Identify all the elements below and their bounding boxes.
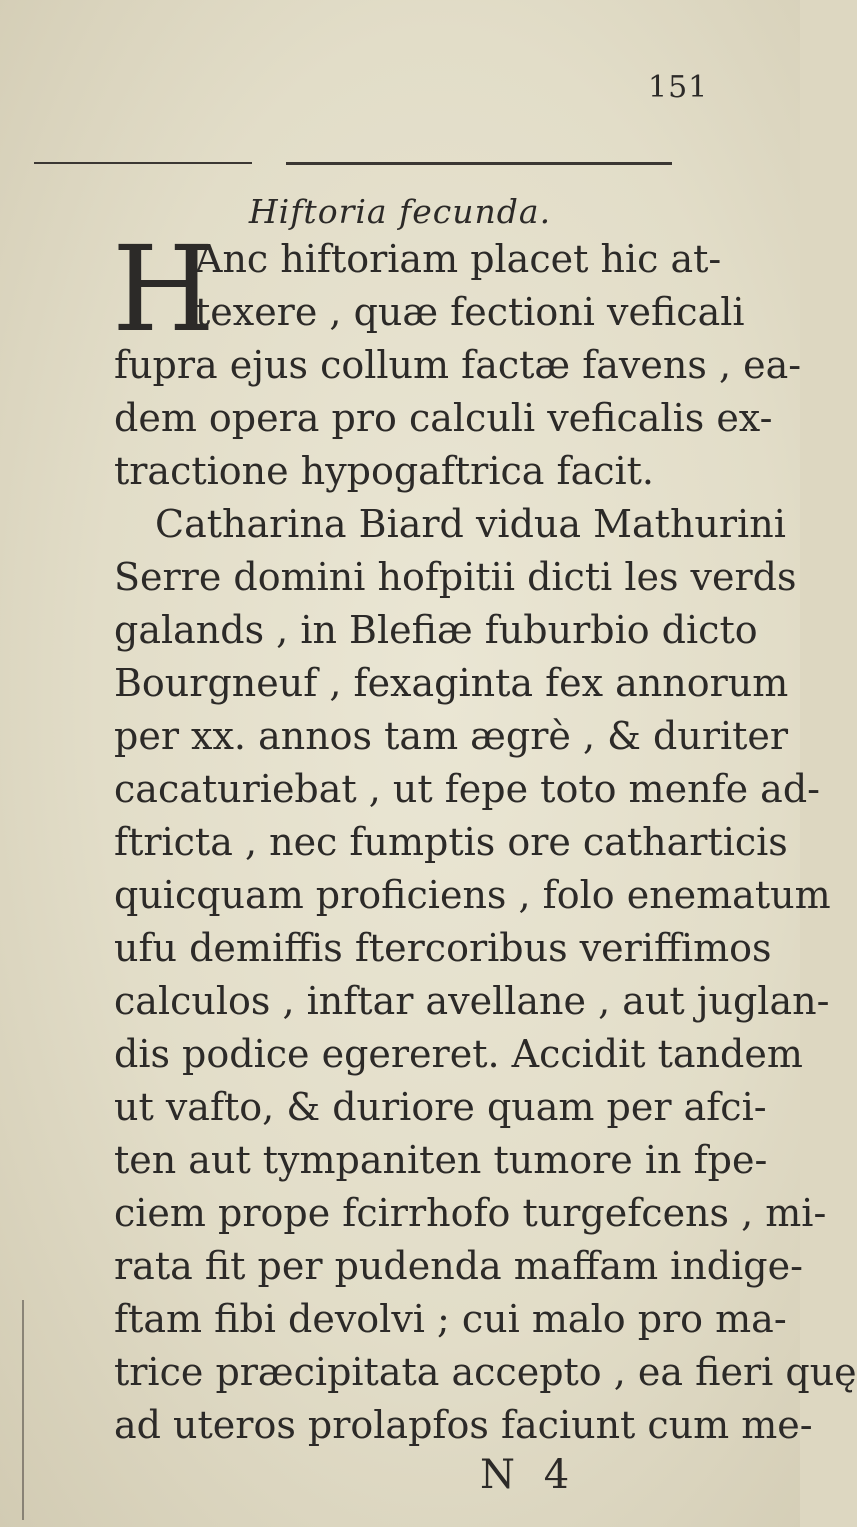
text-line: dem opera pro calculi veficalis ex-: [114, 396, 773, 440]
signature-mark: N 4: [480, 1452, 578, 1498]
text-line: ftam fibi devolvi ; cui malo pro ma-: [114, 1297, 787, 1341]
text-line: Anc hiftoriam placet hic at-: [195, 237, 722, 281]
text-line: ciem prope fcirrhofo turgefcens , mi-: [114, 1191, 827, 1235]
text-line: tractione hypogaftrica facit.: [114, 449, 655, 493]
text-line: Catharina Biard vidua Mathurini: [155, 502, 786, 546]
text-line: trice præcipitata accepto , ea fieri quę: [114, 1350, 857, 1394]
drop-cap: H: [112, 220, 217, 358]
text-line: calculos , inftar avellane , aut juglan-: [114, 979, 830, 1023]
text-line: cacaturiebat , ut fepe toto menfe ad-: [114, 767, 821, 811]
text-line: dis podice egereret. Accidit tandem: [114, 1032, 803, 1076]
text-line: Bourgneuf , fexaginta fex annorum: [114, 661, 789, 705]
page-number: 151: [648, 70, 709, 105]
text-line: galands , in Blefiæ fuburbio dicto: [114, 608, 758, 652]
text-line: per xx. annos tam ægrè , & duriter: [114, 714, 789, 758]
text-line: ut vafto, & duriore quam per afci-: [114, 1085, 767, 1129]
text-line: rata fit per pudenda maffam indige-: [114, 1244, 803, 1288]
text-line: ad uteros prolapfos faciunt cum me-: [114, 1403, 813, 1447]
text-line: fupra ejus collum factæ favens , ea-: [114, 343, 802, 387]
text-line: ftricta , nec fumptis ore catharticis: [114, 820, 788, 864]
running-head: Hiftoria fecunda.: [248, 192, 552, 231]
text-line: Serre domini hofpitii dicti les verds: [114, 555, 797, 599]
text-line: texere , quæ fectioni veficali: [195, 290, 745, 334]
header-rule-right: [286, 162, 672, 165]
header-rule-left: [34, 162, 252, 164]
text-line: ten aut tympaniten tumore in fpe-: [114, 1138, 768, 1182]
page-edge-line: [22, 1300, 24, 1520]
text-line: ufu demiffis ftercoribus veriffimos: [114, 926, 772, 970]
text-line: quicquam proficiens , folo enematum: [114, 873, 831, 917]
